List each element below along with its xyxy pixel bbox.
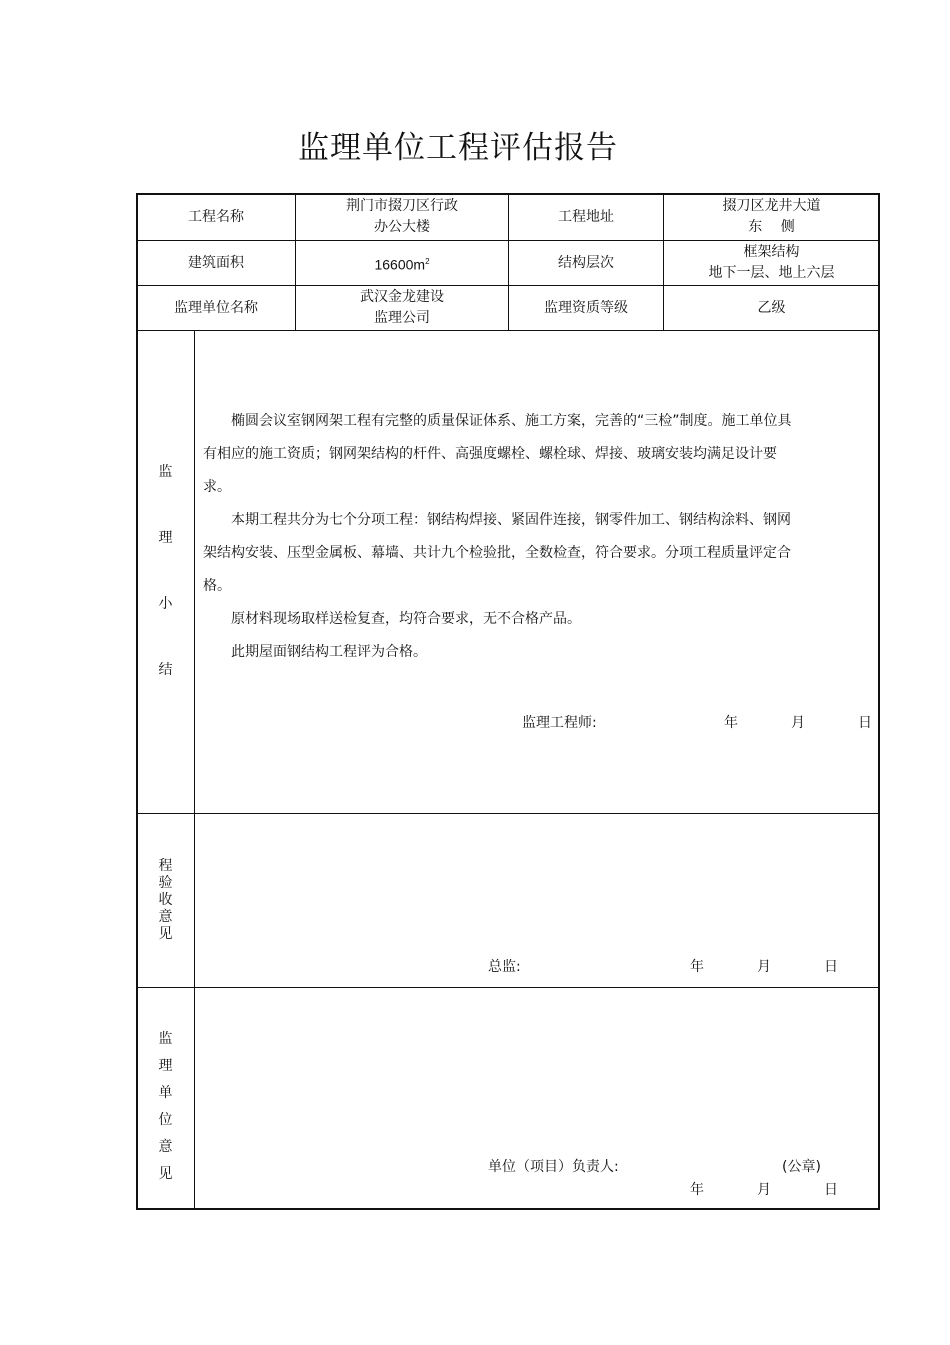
summary-text: 椭圆会议室钢网架工程有完整的质量保证体系、施工方案，完善的“三检”制度。施工单位具有相应的施工资质；钢网架结构的杆件、高强度螺栓、螺栓球、焊接、玻璃安装均满足设计要求。 本期工程共分为七个分项工程：钢结构焊接、紧固件连接，钢零件加工、钢结构涂料、钢网架结构安装、压型金属板、幕墙、共计九个检验批，全数检查，符合要求。分项工程质量评定合格。 原材料现场取样送检复查，均符合要求，无不合格产品。 此期屋面钢结构工程评为合格。 (203, 413, 792, 660)
column-divider (194, 330, 195, 1210)
acceptance-year: 年 (690, 959, 704, 975)
area-value: $16600m^2$ (374, 256, 430, 273)
summary-month: 月 (791, 715, 805, 731)
project-name-value: 荆门市掇刀区行政 办公大楼 (346, 198, 458, 235)
structure-value: 框架结构 地下一层、地上六层 (708, 244, 835, 281)
qualification-label: 监理资质等级 (544, 299, 628, 316)
unit-leader-label: 单位（项目）负责人: (488, 1159, 619, 1175)
report-table (136, 193, 880, 1210)
structure-label: 结构层次 (558, 254, 614, 271)
chief-supervisor-label: 总监: (488, 959, 521, 975)
unit-opinion-day: 日 (824, 1182, 838, 1198)
acceptance-side-label: 程 验 收 意 见 (158, 858, 173, 942)
page-title: 监理单位工程评估报告 (298, 130, 618, 166)
project-address-value: 掇刀区龙井大道 东 侧 (722, 198, 821, 235)
supervisor-unit-label: 监理单位名称 (174, 299, 258, 316)
summary-day: 日 (858, 715, 872, 731)
unit-opinion-month: 月 (757, 1182, 771, 1198)
row-divider (136, 987, 880, 988)
official-seal-label: (公章) (782, 1159, 821, 1175)
summary-side-label: 监 理 小 结 (158, 464, 173, 678)
row-divider (136, 813, 880, 814)
engineer-signature-label: 监理工程师: (522, 715, 597, 731)
unit-opinion-year: 年 (690, 1182, 704, 1198)
acceptance-month: 月 (757, 959, 771, 975)
area-unit-superscript: 2 (425, 256, 430, 266)
row-divider (136, 330, 880, 331)
area-label: 建筑面积 (188, 254, 244, 271)
acceptance-day: 日 (824, 959, 838, 975)
unit-opinion-side-label: 监 理 单 位 意 见 (158, 1031, 173, 1182)
supervisor-unit-value: 武汉金龙建设 监理公司 (360, 289, 444, 326)
project-address-label: 工程地址 (558, 208, 614, 225)
summary-year: 年 (724, 715, 738, 731)
qualification-value: 乙级 (757, 299, 786, 316)
project-name-label: 工程名称 (188, 208, 244, 225)
